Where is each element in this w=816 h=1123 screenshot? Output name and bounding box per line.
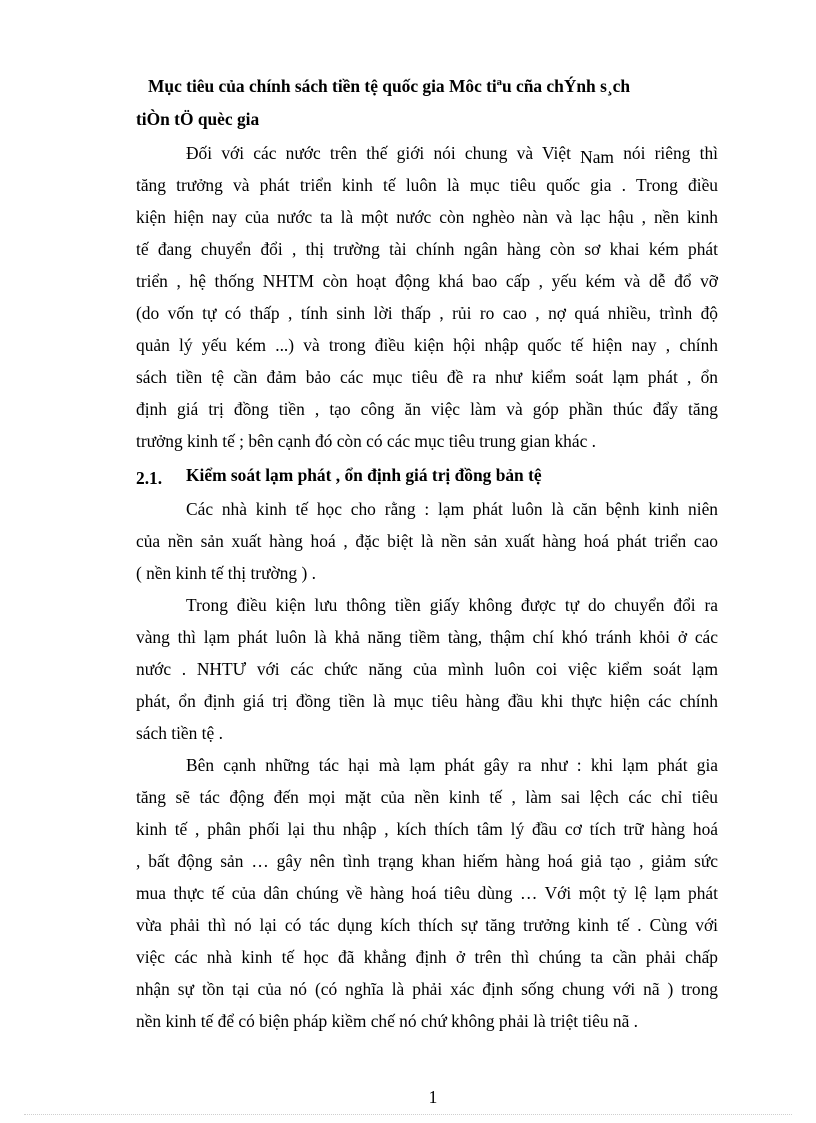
- paragraph-line: Các nhà kinh tế học cho rằng : lạm phát luôn là căn bệnh kinh niên: [186, 499, 718, 519]
- paragraph-line: Đối với các nước trên thế giới nói chung và Việt Nam nói riêng thì: [186, 143, 718, 167]
- paragraph-line: nước . NHTƯ với các chức năng của mình luôn coi việc kiểm soát lạm: [136, 659, 718, 679]
- paragraph-line: nền kinh tế để có biện pháp kiềm chế nó chứ không phải là triệt tiêu nã .: [136, 1011, 639, 1031]
- paragraph-line: Trong điều kiện lưu thông tiền giấy không được tự do chuyển đổi ra: [186, 595, 718, 615]
- paragraph-line: (do vốn tự có thấp , tính sinh lời thấp , rủi ro cao , nợ quá nhiều, trình độ: [136, 303, 718, 323]
- paragraph-line: trưởng kinh tế ; bên cạnh đó còn có các mục tiêu trung gian khác .: [136, 431, 597, 451]
- paragraph-line: sách tiền tệ .: [136, 723, 223, 743]
- paragraph-line: ( nền kinh tế thị trường ) .: [136, 563, 316, 583]
- paragraph-line: định giá trị đồng tiền , tạo công ăn việc làm và góp phần thúc đẩy tăng: [136, 399, 718, 419]
- paragraph-line: triển , hệ thống NHTM còn hoạt động khá bao cấp , yếu kém và dễ đổ vỡ: [136, 271, 718, 291]
- paragraph-line: tế đang chuyển đổi , thị trường tài chính ngân hàng còn sơ khai kém phát: [136, 239, 718, 259]
- paragraph-line: vừa phải thì nó lại có tác dụng kích thích sự tăng trưởng kinh tế . Cùng với: [136, 915, 718, 935]
- page-number: 1: [428, 1087, 438, 1107]
- paragraph-line: vàng thì lạm phát luôn là khả năng tiềm tàng, thậm chí khó tránh khỏi ở các: [136, 627, 718, 647]
- paragraph-line: quản lý yếu kém ...) và trong điều kiện hội nhập quốc tế hiện nay , chính: [136, 335, 718, 355]
- paragraph-line: việc các nhà kinh tế học đã khẳng định ở trên thì chúng ta cần phải chấp: [136, 947, 718, 967]
- section-title: Kiểm soát lạm phát , ổn định giá trị đồng bản tệ: [186, 465, 542, 485]
- paragraph-line: của nền sản xuất hàng hoá , đặc biệt là nền sản xuất hàng hoá phát triển cao: [136, 531, 718, 551]
- paragraph-line: , bất động sản … gây nên tình trạng khan hiếm hàng hoá giả tạo , giảm sức: [136, 851, 718, 871]
- paragraph-line: phát, ổn định giá trị đồng tiền là mục tiêu hàng đầu khi thực hiện các chính: [136, 691, 718, 711]
- paragraph-line: mua thực tế của dân chúng về hàng hoá tiêu dùng … Với một tỷ lệ lạm phát: [136, 883, 718, 903]
- paragraph-line: nhận sự tồn tại của nó (có nghĩa là phải xác định sống chung với nã ) trong: [136, 979, 718, 999]
- paragraph-line: kiện hiện nay của nước ta là một nước còn nghèo nàn và lạc hậu , nền kinh: [136, 207, 718, 227]
- paragraph-line: Bên cạnh những tác hại mà lạm phát gây ra như : khi lạm phát gia: [186, 755, 718, 775]
- paragraph-line: tăng trưởng và phát triển kinh tế luôn là mục tiêu quốc gia . Trong điều: [136, 175, 718, 195]
- section-number: 2.1.: [136, 468, 163, 488]
- paragraph-line: kinh tế , phân phối lại thu nhập , kích thích tâm lý đầu cơ tích trữ hàng hoá: [136, 819, 718, 839]
- paragraph-line: tăng sẽ tác động đến mọi mặt của nền kinh tế , làm sai lệch các chỉ tiêu: [136, 787, 718, 807]
- page-bottom-divider: [24, 1114, 792, 1115]
- document-title-line-2: tiÒn tÖ quèc gia: [136, 109, 260, 129]
- paragraph-line: sách tiền tệ cần đảm bảo các mục tiêu đề ra như kiểm soát lạm phát , ổn: [136, 367, 718, 387]
- document-title-line-1: Mục tiêu của chính sách tiền tệ quốc gia Môc tiªu cña chÝnh s¸ch: [148, 76, 631, 96]
